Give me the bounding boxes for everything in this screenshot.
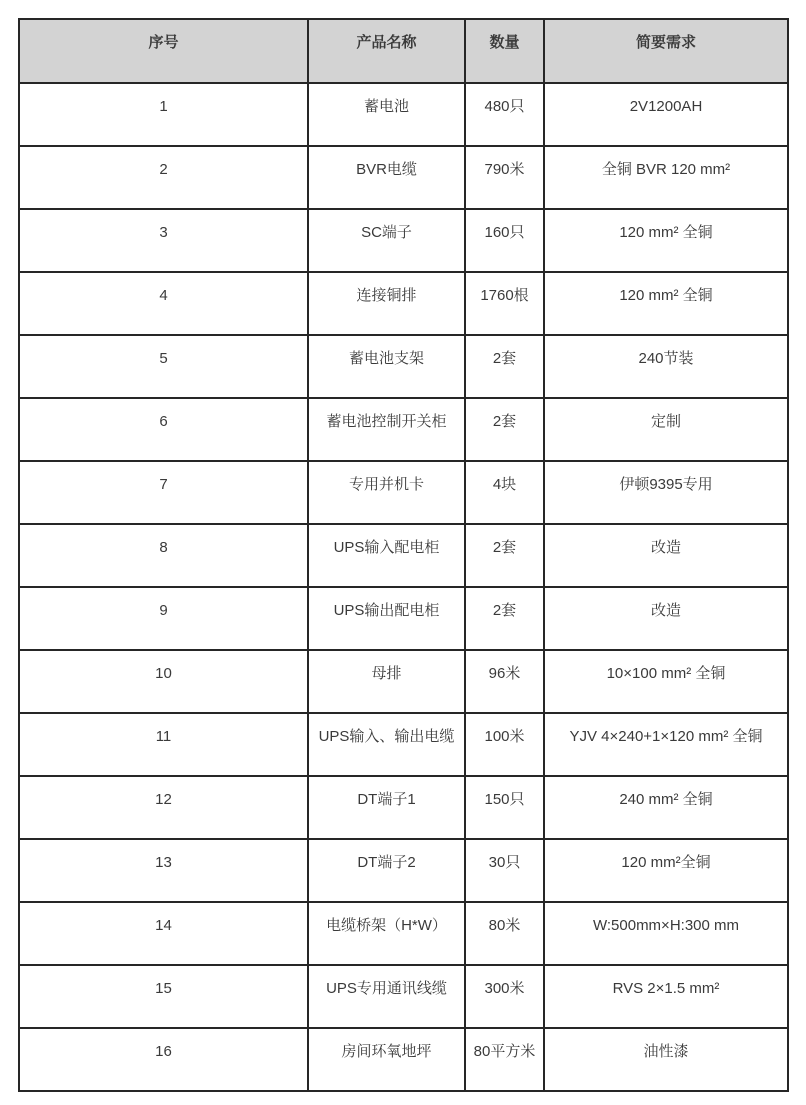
cell-serial: 7 (19, 461, 308, 524)
cell-serial: 16 (19, 1028, 308, 1091)
header-product: 产品名称 (308, 19, 465, 83)
cell-serial: 8 (19, 524, 308, 587)
cell-requirement: 10×100 mm² 全铜 (544, 650, 788, 713)
cell-requirement: 240 mm² 全铜 (544, 776, 788, 839)
header-requirement: 简要需求 (544, 19, 788, 83)
cell-requirement: 改造 (544, 587, 788, 650)
cell-serial: 9 (19, 587, 308, 650)
product-requirements-table (18, 18, 789, 1092)
cell-requirement: 2V1200AH (544, 83, 788, 146)
table-row (19, 272, 788, 335)
cell-requirement: 油性漆 (544, 1028, 788, 1091)
table-row (19, 335, 788, 398)
table-row (19, 398, 788, 461)
cell-serial: 1 (19, 83, 308, 146)
cell-serial: 15 (19, 965, 308, 1028)
cell-requirement: 240节装 (544, 335, 788, 398)
table-row (19, 902, 788, 965)
header-quantity: 数量 (465, 19, 544, 83)
cell-quantity: 150只 (465, 776, 544, 839)
header-serial: 序号 (19, 19, 308, 83)
cell-product: UPS输入、输出电缆 (308, 713, 465, 776)
table-row (19, 461, 788, 524)
cell-quantity: 300米 (465, 965, 544, 1028)
cell-product: 房间环氧地坪 (308, 1028, 465, 1091)
table-row (19, 1028, 788, 1091)
cell-requirement: 全铜 BVR 120 mm² (544, 146, 788, 209)
cell-serial: 5 (19, 335, 308, 398)
cell-quantity: 2套 (465, 335, 544, 398)
cell-requirement: 120 mm² 全铜 (544, 209, 788, 272)
header-row (19, 19, 788, 83)
cell-serial: 12 (19, 776, 308, 839)
cell-requirement: 120 mm²全铜 (544, 839, 788, 902)
cell-requirement: RVS 2×1.5 mm² (544, 965, 788, 1028)
table-row (19, 776, 788, 839)
cell-quantity: 2套 (465, 398, 544, 461)
cell-product: DT端子1 (308, 776, 465, 839)
cell-product: UPS专用通讯线缆 (308, 965, 465, 1028)
cell-requirement: 伊顿9395专用 (544, 461, 788, 524)
cell-serial: 4 (19, 272, 308, 335)
cell-product: 连接铜排 (308, 272, 465, 335)
cell-requirement: W:500mm×H:300 mm (544, 902, 788, 965)
cell-serial: 14 (19, 902, 308, 965)
table-row (19, 839, 788, 902)
cell-quantity: 100米 (465, 713, 544, 776)
cell-requirement: YJV 4×240+1×120 mm² 全铜 (544, 713, 788, 776)
cell-serial: 13 (19, 839, 308, 902)
table-row (19, 587, 788, 650)
cell-quantity: 1760根 (465, 272, 544, 335)
cell-requirement: 改造 (544, 524, 788, 587)
cell-product: 专用并机卡 (308, 461, 465, 524)
cell-quantity: 80米 (465, 902, 544, 965)
cell-quantity: 2套 (465, 587, 544, 650)
cell-product: 母排 (308, 650, 465, 713)
cell-product: BVR电缆 (308, 146, 465, 209)
cell-serial: 2 (19, 146, 308, 209)
cell-quantity: 96米 (465, 650, 544, 713)
cell-quantity: 480只 (465, 83, 544, 146)
cell-serial: 11 (19, 713, 308, 776)
cell-requirement: 120 mm² 全铜 (544, 272, 788, 335)
table-row (19, 146, 788, 209)
cell-quantity: 790米 (465, 146, 544, 209)
cell-quantity: 30只 (465, 839, 544, 902)
cell-requirement: 定制 (544, 398, 788, 461)
cell-serial: 6 (19, 398, 308, 461)
cell-product: UPS输入配电柜 (308, 524, 465, 587)
cell-product: DT端子2 (308, 839, 465, 902)
table-row (19, 713, 788, 776)
cell-product: SC端子 (308, 209, 465, 272)
cell-product: 蓄电池控制开关柜 (308, 398, 465, 461)
cell-product: 蓄电池支架 (308, 335, 465, 398)
cell-product: 蓄电池 (308, 83, 465, 146)
cell-quantity: 4块 (465, 461, 544, 524)
cell-serial: 10 (19, 650, 308, 713)
table-row (19, 650, 788, 713)
cell-serial: 3 (19, 209, 308, 272)
cell-product: 电缆桥架（H*W） (308, 902, 465, 965)
table-row (19, 965, 788, 1028)
cell-quantity: 2套 (465, 524, 544, 587)
cell-product: UPS输出配电柜 (308, 587, 465, 650)
cell-quantity: 160只 (465, 209, 544, 272)
cell-quantity: 80平方米 (465, 1028, 544, 1091)
table-row (19, 209, 788, 272)
table-row (19, 83, 788, 146)
table-row (19, 524, 788, 587)
